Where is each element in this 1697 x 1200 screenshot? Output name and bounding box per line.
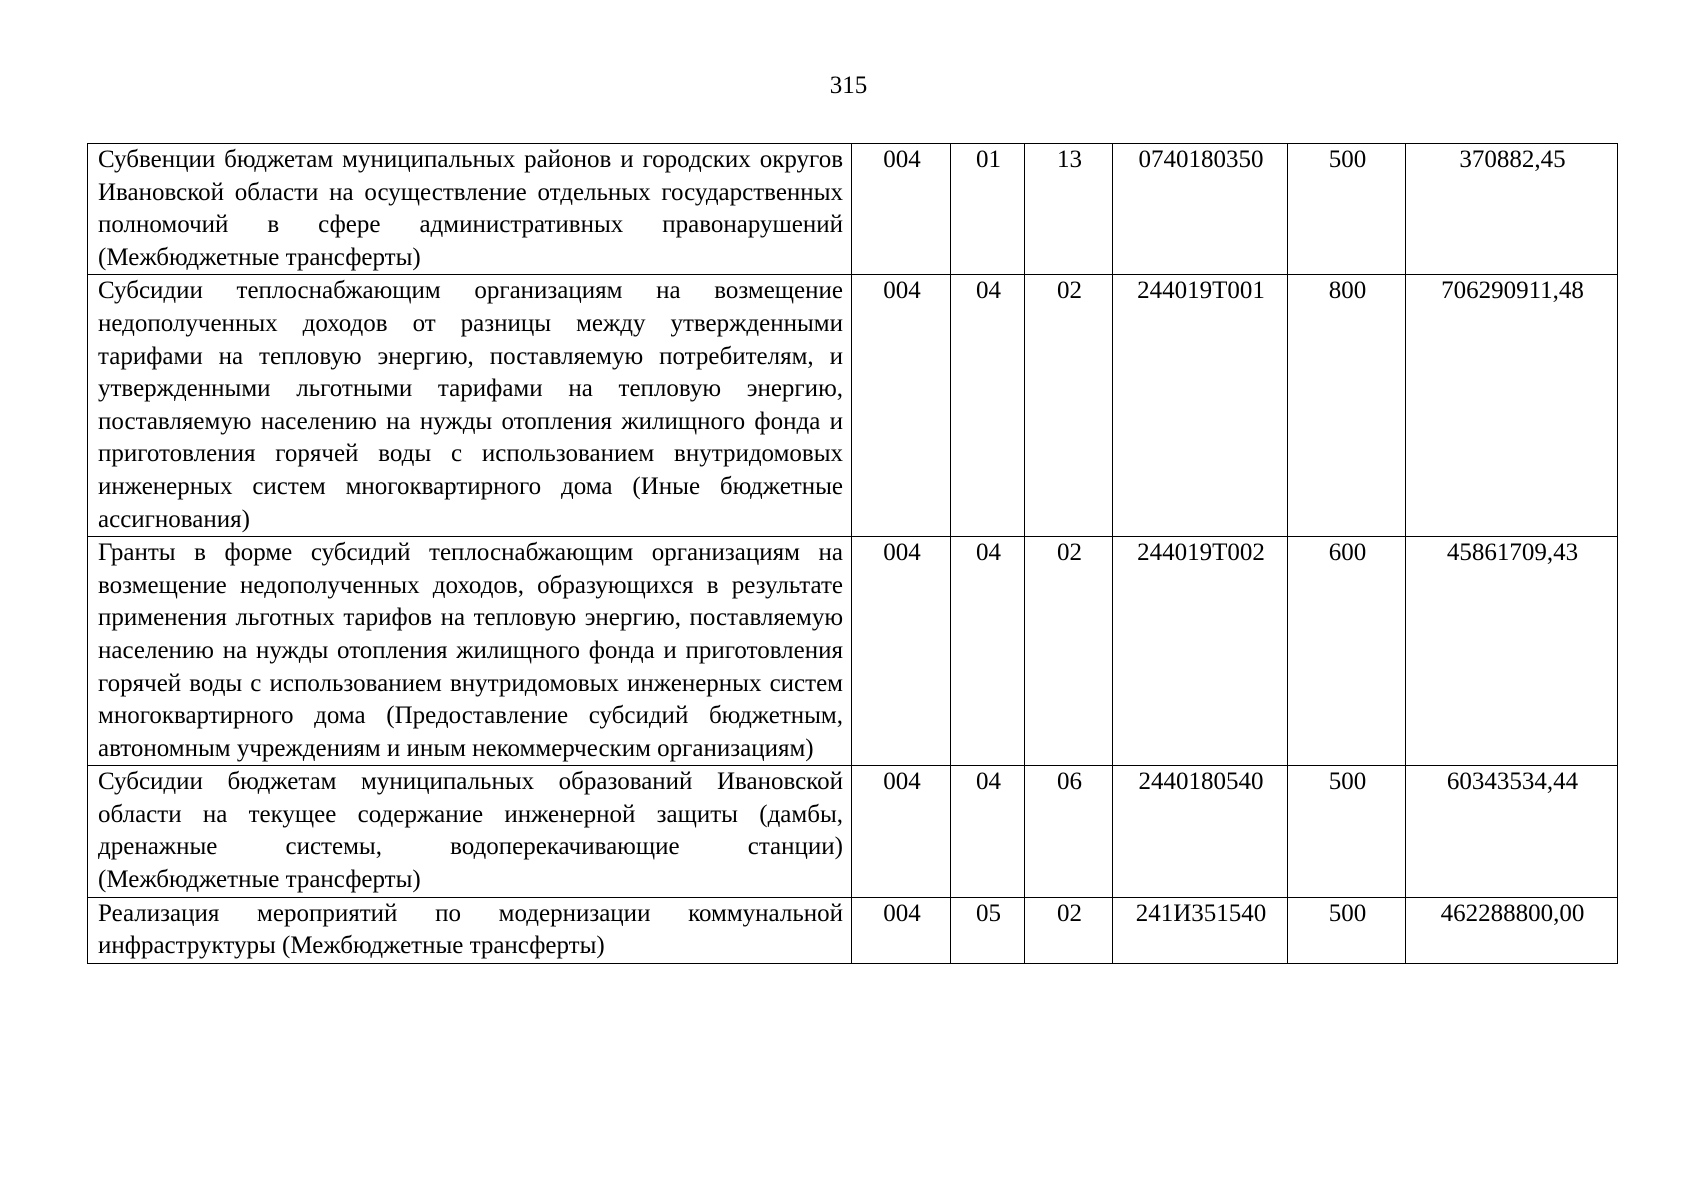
target-article-code: 241И351540 [1113, 897, 1288, 963]
table-row [88, 537, 1618, 766]
section-code: 04 [951, 275, 1025, 537]
expense-type-code: 500 [1288, 766, 1406, 897]
subsection-code: 06 [1025, 766, 1113, 897]
ministry-code: 004 [852, 897, 951, 963]
table-row [88, 275, 1618, 537]
budget-table [87, 143, 1618, 964]
subsection-code: 02 [1025, 897, 1113, 963]
section-code: 01 [951, 144, 1025, 275]
section-code: 04 [951, 537, 1025, 766]
expense-type-code: 600 [1288, 537, 1406, 766]
table-row [88, 766, 1618, 897]
ministry-code: 004 [852, 766, 951, 897]
section-code: 05 [951, 897, 1025, 963]
expense-type-code: 500 [1288, 144, 1406, 275]
table-row [88, 144, 1618, 275]
row-description: Гранты в форме субсидий теплоснабжающим организациям на возмещение недополученных доходов, образующихся в результате применения льготных тарифов на тепловую энергию, поставляемую населению на нужды отопления жилищного фонда и приготовления горячей воды с использованием внутридомовых инженерных систем многоквартирного дома (Предоставление субсидий бюджетным, автономным учреждениям и иным некоммерческим организациям) [88, 537, 852, 766]
expense-type-code: 500 [1288, 897, 1406, 963]
target-article-code: 0740180350 [1113, 144, 1288, 275]
amount: 370882,45 [1406, 144, 1618, 275]
row-description: Субсидии теплоснабжающим организациям на возмещение недополученных доходов от разницы между утвержденными тарифами на тепловую энергию, поставляемую потребителям, и утвержденными льготными тарифами на тепловую энергию, поставляемую населению на нужды отопления жилищного фонда и приготовления горячей воды с использованием внутридомовых инженерных систем многоквартирного дома (Иные бюджетные ассигнования) [88, 275, 852, 537]
subsection-code: 02 [1025, 275, 1113, 537]
subsection-code: 13 [1025, 144, 1113, 275]
section-code: 04 [951, 766, 1025, 897]
page-number: 315 [829, 72, 868, 99]
target-article-code: 244019Т002 [1113, 537, 1288, 766]
amount: 706290911,48 [1406, 275, 1618, 537]
amount: 60343534,44 [1406, 766, 1618, 897]
row-description: Субвенции бюджетам муниципальных районов и городских округов Ивановской области на осуществление отдельных государственных полномочий в сфере административных правонарушений (Межбюджетные трансферты) [88, 144, 852, 275]
subsection-code: 02 [1025, 537, 1113, 766]
row-description: Субсидии бюджетам муниципальных образований Ивановской области на текущее содержание инженерной защиты (дамбы, дренажные системы, водоперекачивающие станции) (Межбюджетные трансферты) [88, 766, 852, 897]
table-row [88, 897, 1618, 963]
expense-type-code: 800 [1288, 275, 1406, 537]
amount: 45861709,43 [1406, 537, 1618, 766]
target-article-code: 2440180540 [1113, 766, 1288, 897]
ministry-code: 004 [852, 537, 951, 766]
row-description: Реализация мероприятий по модернизации коммунальной инфраструктуры (Межбюджетные трансферты) [88, 897, 852, 963]
target-article-code: 244019Т001 [1113, 275, 1288, 537]
amount: 462288800,00 [1406, 897, 1618, 963]
ministry-code: 004 [852, 144, 951, 275]
ministry-code: 004 [852, 275, 951, 537]
